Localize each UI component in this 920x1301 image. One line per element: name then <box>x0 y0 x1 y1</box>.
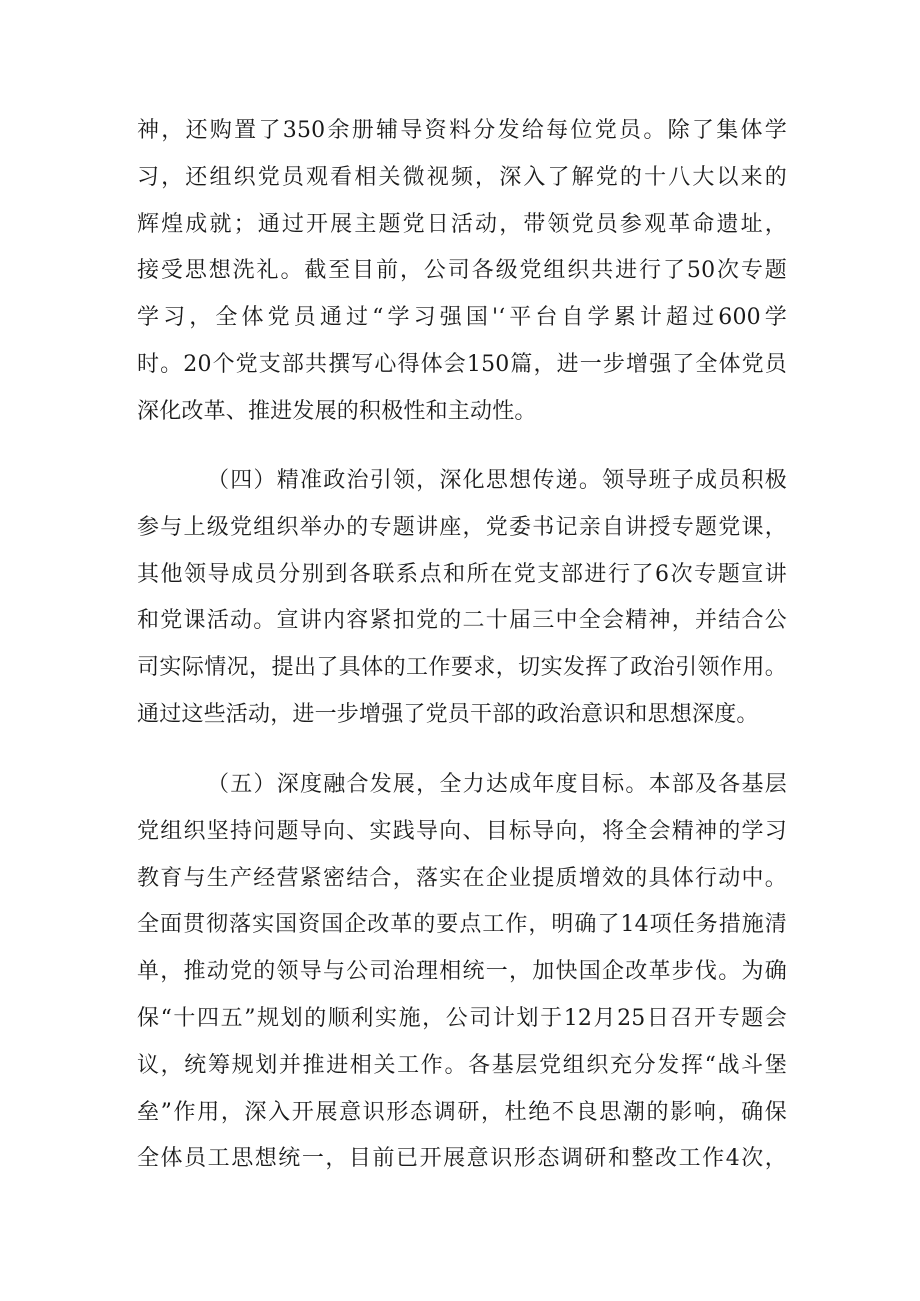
text-line: 全面贯彻落实国资国企改革的要点工作，明确了14项任务措施清 <box>137 912 787 938</box>
paragraph-study-summary <box>137 108 787 436</box>
text-line: 通过这些活动，进一步增强了党员干部的政治意识和思想深度。 <box>137 701 759 727</box>
text-line: 全体员工思想统一，目前已开展意识形态调研和整改工作4次， <box>137 1146 787 1172</box>
text-line: 深化改革、推进发展的积极性和主动性。 <box>137 398 537 424</box>
section-heading-line: （四）精准政治引领，深化思想传递。领导班子成员积极 <box>207 468 787 493</box>
text-line: 神，还购置了350余册辅导资料分发给每位党员。除了集体学 <box>137 118 787 143</box>
text-line: 参与上级党组织举办的专题讲座，党委书记亲自讲授专题党课， <box>137 514 787 540</box>
text-line: 党组织坚持问题导向、实践导向、目标导向，将全会精神的学习 <box>137 818 787 844</box>
text-line: 习，还组织党员观看相关微视频，深入了解党的十八大以来的 <box>137 164 787 190</box>
text-line: 保“十四五”规划的顺利实施，公司计划于12月25日召开专题会 <box>137 1005 787 1031</box>
paragraph-section-4 <box>137 458 787 739</box>
text-line: 时。20个党支部共撰写心得体会150篇，进一步增强了全体党员 <box>137 351 787 377</box>
text-line: 教育与生产经营紧密结合，落实在企业提质增效的具体行动中。 <box>137 865 787 891</box>
section-heading-line: （五）深度融合发展，全力达成年度目标。本部及各基层 <box>207 772 787 797</box>
text-line: 议，统筹规划并推进相关工作。各基层党组织充分发挥“战斗堡 <box>137 1052 787 1078</box>
text-line: 垒”作用，深入开展意识形态调研，杜绝不良思潮的影响，确保 <box>137 1099 787 1125</box>
text-line: 其他领导成员分别到各联系点和所在党支部进行了6次专题宣讲 <box>137 561 787 587</box>
text-line: 单，推动党的领导与公司治理相统一，加快国企改革步伐。为确 <box>137 959 787 985</box>
text-line: 司实际情况，提出了具体的工作要求，切实发挥了政治引领作用。 <box>137 655 787 681</box>
text-line: 和党课活动。宣讲内容紧扣党的二十届三中全会精神，并结合公 <box>137 608 787 634</box>
paragraph-section-5 <box>137 762 787 1183</box>
text-line: 辉煌成就；通过开展主题党日活动，带领党员参观革命遗址， <box>137 211 787 237</box>
text-line: 接受思想洗礼。截至目前，公司各级党组织共进行了50次专题 <box>137 258 787 284</box>
text-line: 学习，全体党员通过“学习强国'‘平台自学累计超过600学 <box>137 305 787 331</box>
